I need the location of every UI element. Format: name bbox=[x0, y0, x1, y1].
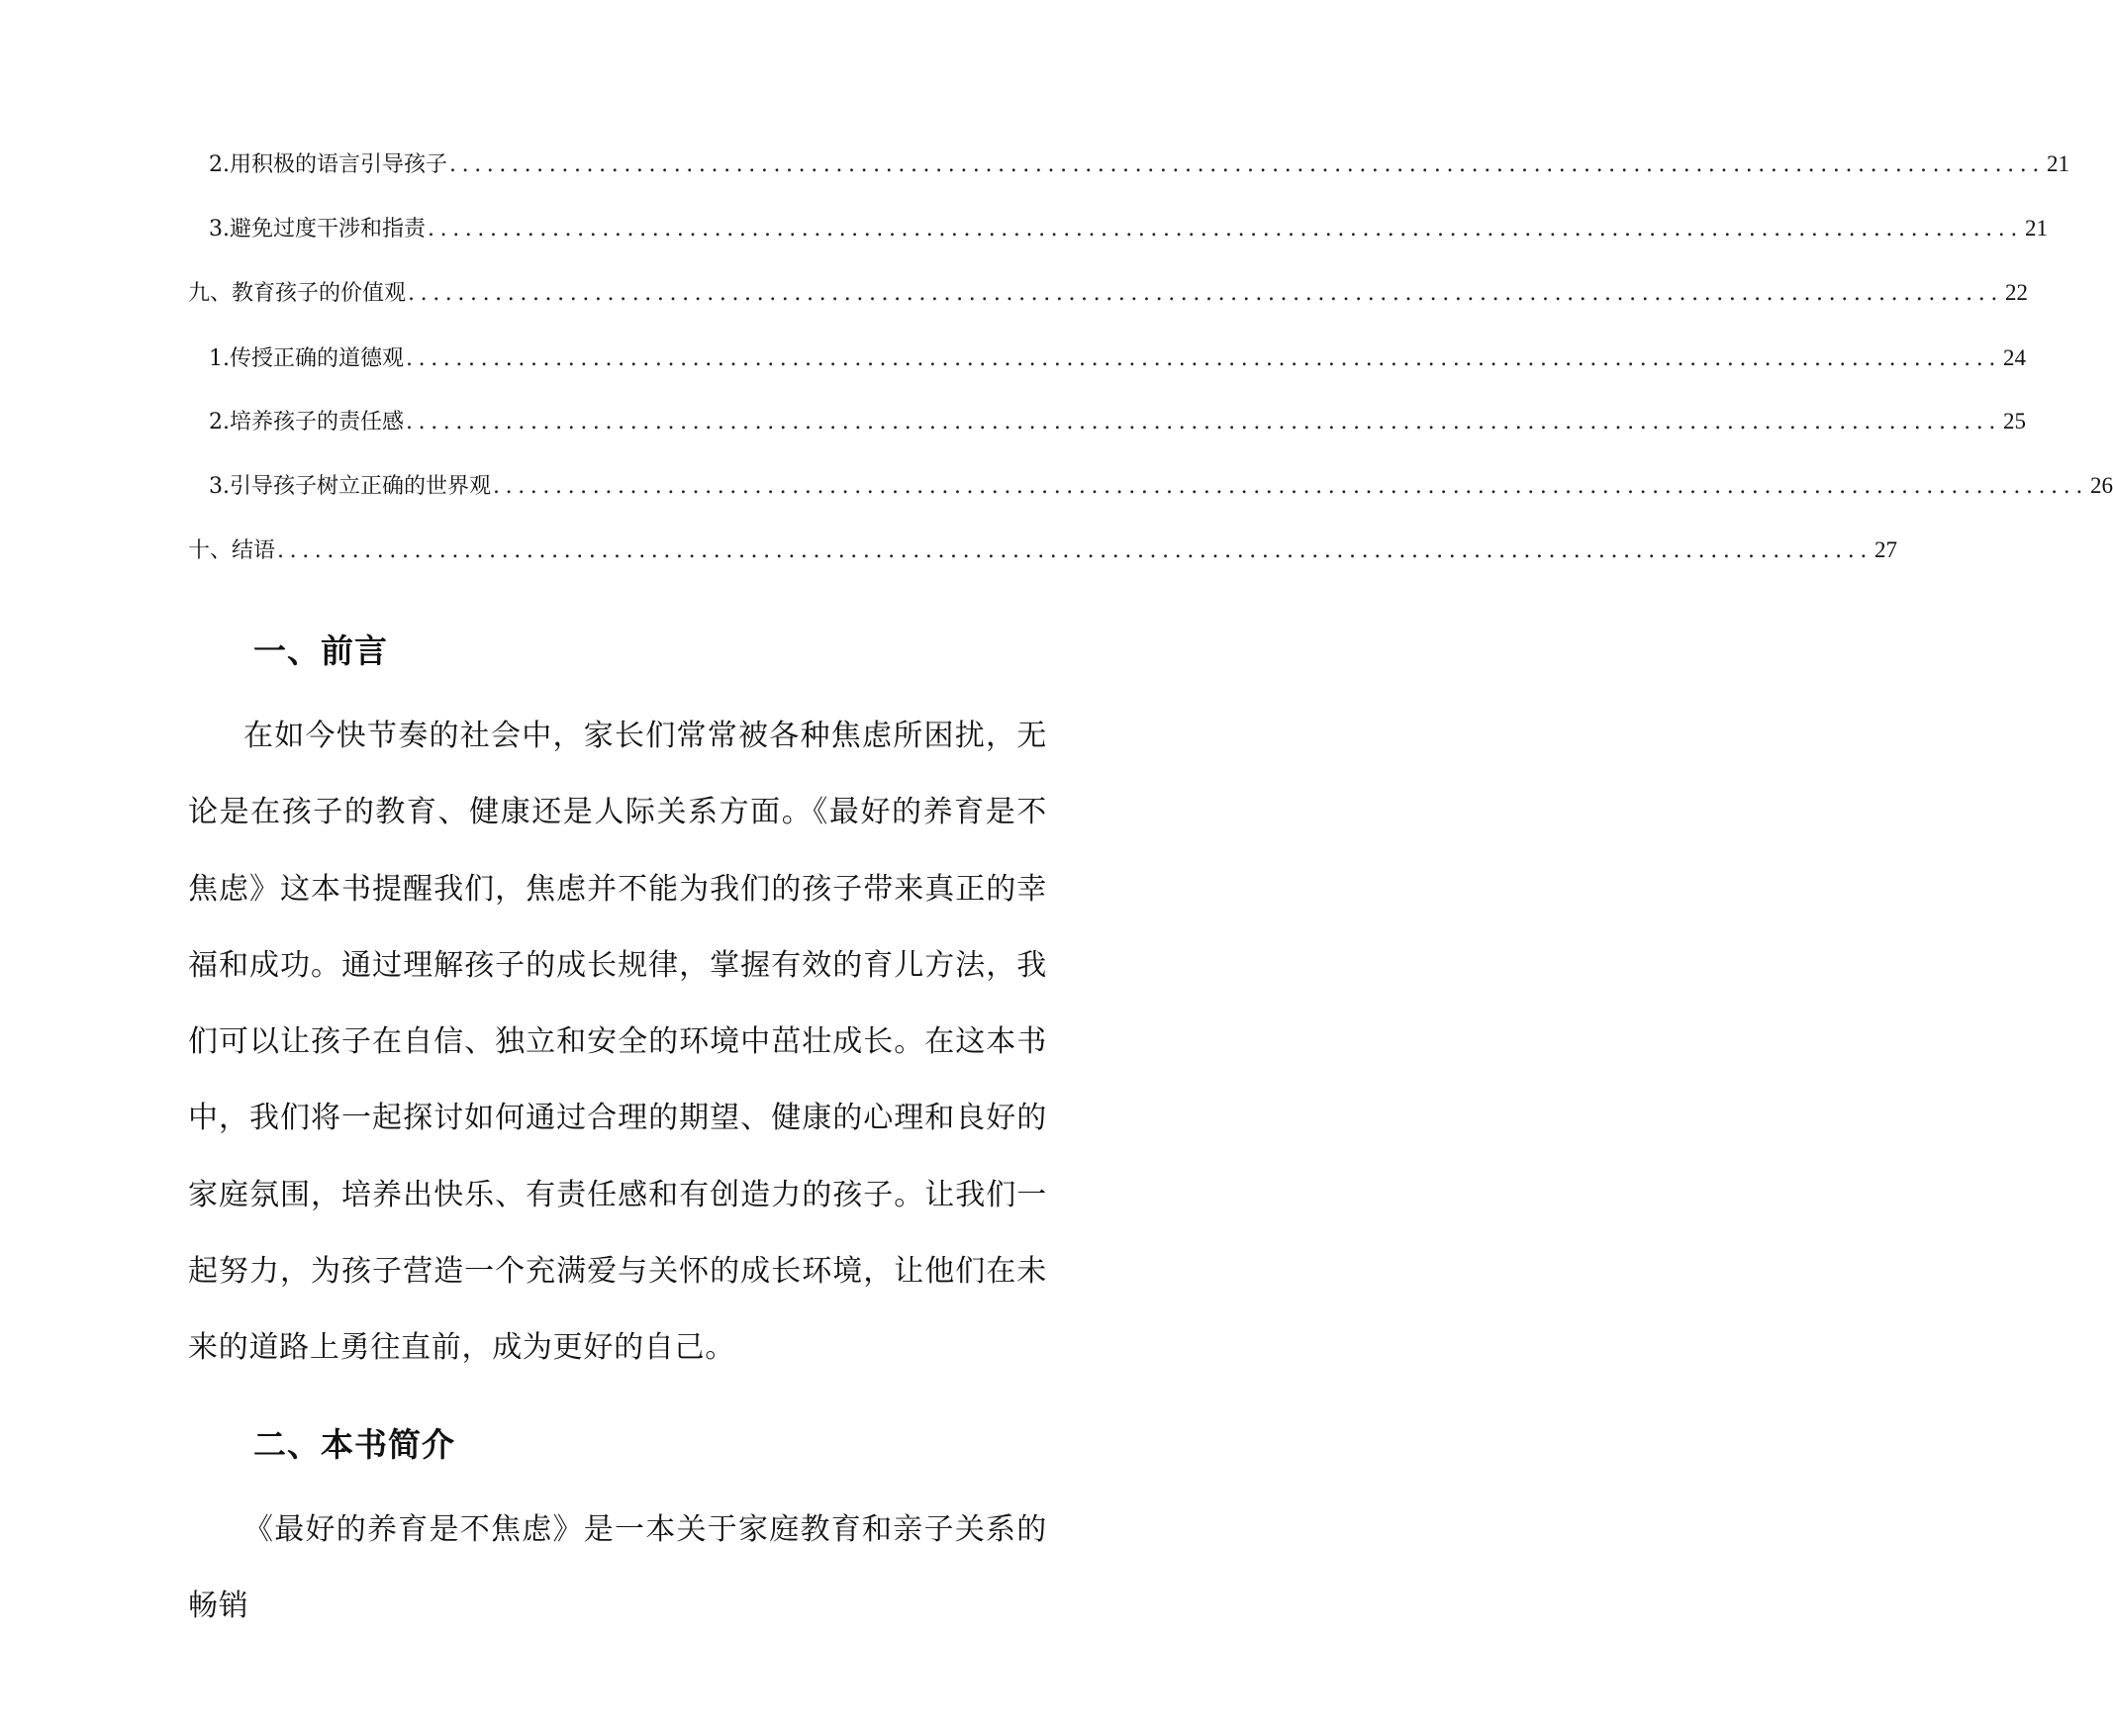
toc-entry-number: 2. bbox=[209, 152, 230, 177]
toc-leader-dots: ................................................................................................................................ bbox=[493, 474, 2088, 499]
toc-entry-label: 培养孩子的责任感 bbox=[230, 410, 405, 434]
toc-entry-page: 27 bbox=[1873, 537, 1897, 562]
toc-entry bbox=[188, 278, 2028, 309]
toc-entry-number: 1. bbox=[209, 346, 230, 371]
toc-entry-label: 避免过度干涉和指责 bbox=[230, 217, 427, 241]
toc-entry-page: 21 bbox=[2024, 216, 2048, 241]
toc-entry-label: 九、教育孩子的价值观 bbox=[188, 281, 407, 306]
toc-entry bbox=[188, 535, 1897, 566]
toc-entry bbox=[209, 407, 2026, 437]
toc-entry bbox=[209, 214, 2048, 244]
toc-entry-label: 传授正确的道德观 bbox=[230, 346, 405, 371]
section-paragraph: 在如今快节奏的社会中，家长们常常被各种焦虑所困扰，无论是在孩子的教育、健康还是人际关系方面。《最好的养育是不焦虑》这本书提醒我们，焦虑并不能为我们的孩子带来真正的幸福和成功。通过理解孩子的成长规律，掌握有效的育儿方法，我们可以让孩子在自信、独立和安全的环境中茁壮成长。在这本书中，我们将一起探讨如何通过合理的期望、健康的心理和良好的家庭氛围，培养出快乐、有责任感和有创造力的孩子。让我们一起努力，为孩子营造一个充满爱与关怀的成长环境，让他们在未来的道路上勇往直前，成为更好的自己。 bbox=[188, 719, 1047, 1366]
toc-entry-page: 21 bbox=[2046, 151, 2069, 176]
toc-entry bbox=[209, 471, 2113, 502]
toc-entry-page: 22 bbox=[2004, 280, 2028, 305]
toc-leader-dots: ................................................................................................................................ bbox=[449, 152, 2045, 177]
toc-entry-number: 3. bbox=[209, 474, 230, 499]
toc-entry-number: 2. bbox=[209, 410, 230, 434]
toc-leader-dots: ................................................................................................................................ bbox=[277, 538, 1873, 563]
toc-leader-dots: ................................................................................................................................ bbox=[428, 217, 2023, 241]
toc-entry-number: 3. bbox=[209, 217, 230, 241]
toc-entry bbox=[209, 343, 2026, 374]
section-heading: 二、本书简介 bbox=[253, 1425, 455, 1464]
toc-entry-page: 25 bbox=[2002, 409, 2026, 434]
toc-leader-dots: ................................................................................................................................ bbox=[406, 346, 2001, 371]
toc-entry bbox=[209, 149, 2069, 180]
toc-entry-label: 用积极的语言引导孩子 bbox=[230, 152, 448, 177]
toc-leader-dots: ................................................................................................................................ bbox=[408, 281, 2003, 306]
toc-entry-label: 十、结语 bbox=[188, 538, 276, 563]
toc-entry-label: 引导孩子树立正确的世界观 bbox=[230, 474, 492, 499]
toc-entry-page: 26 bbox=[2089, 473, 2113, 498]
toc-leader-dots: ................................................................................................................................ bbox=[406, 410, 2001, 434]
toc-entry-page: 24 bbox=[2002, 345, 2026, 370]
section-heading: 一、前言 bbox=[253, 631, 388, 670]
section-paragraph: 《最好的养育是不焦虑》是一本关于家庭教育和亲子关系的畅销 bbox=[188, 1512, 1047, 1624]
